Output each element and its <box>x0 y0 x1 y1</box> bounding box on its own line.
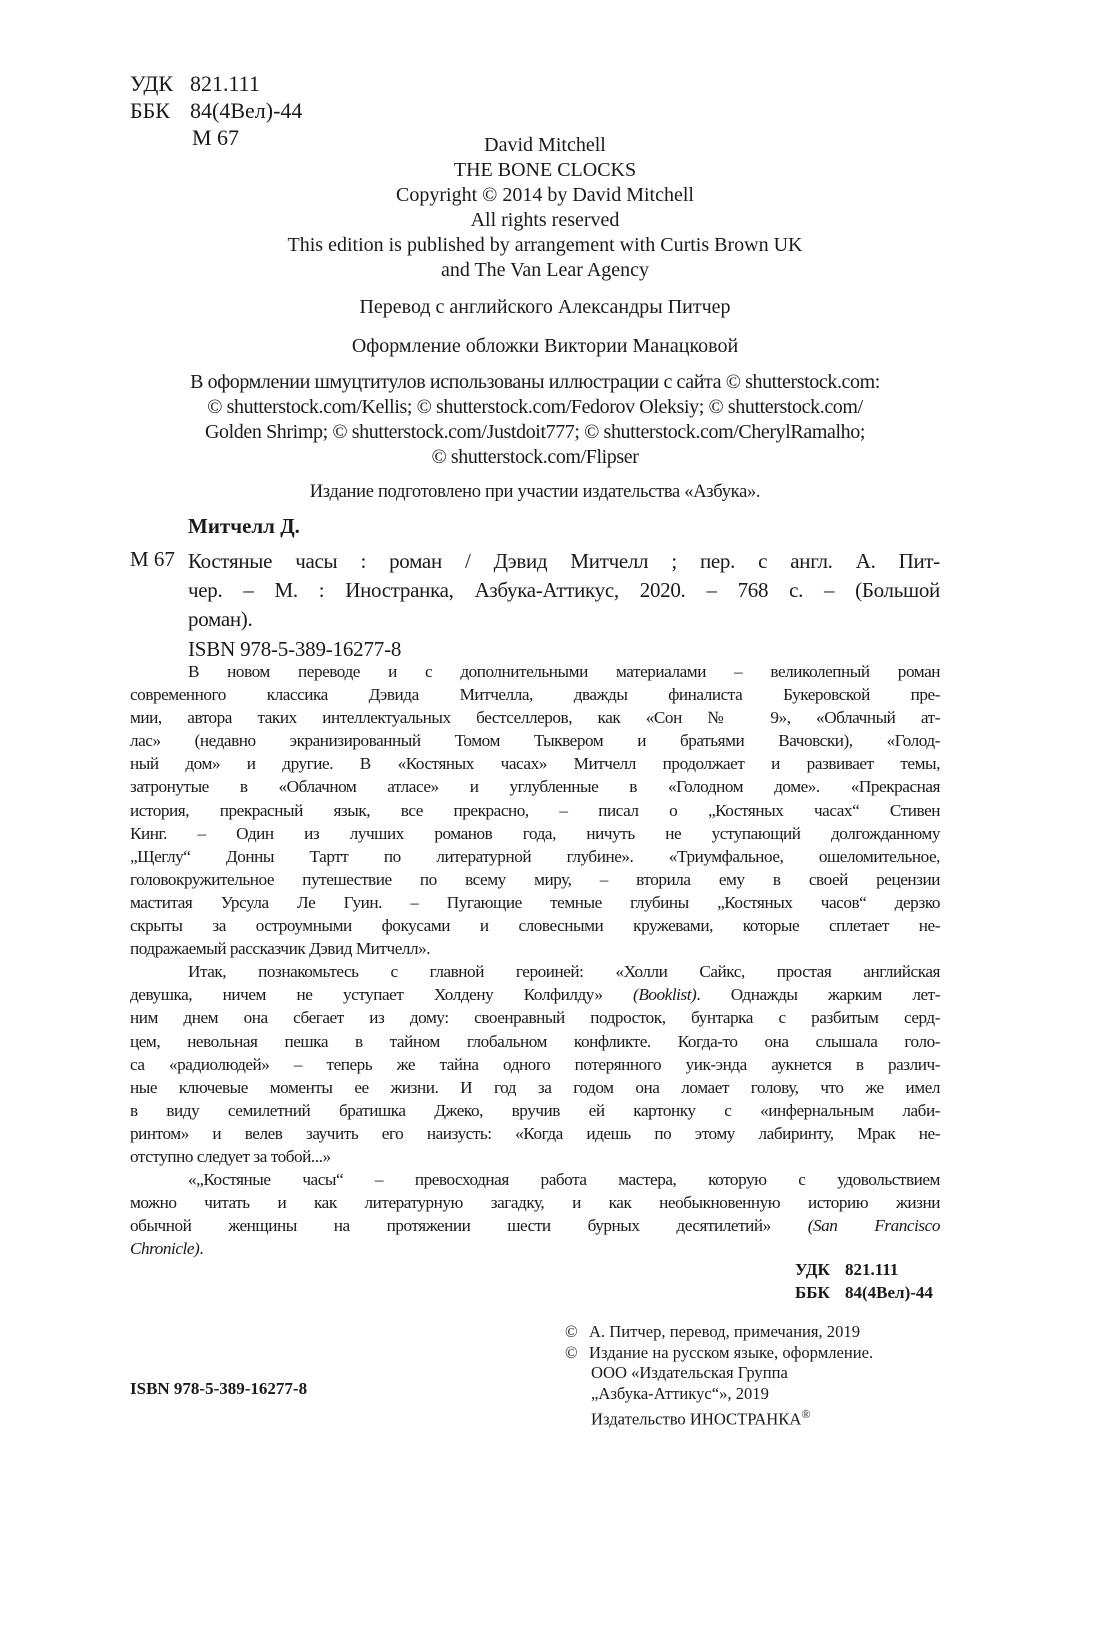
udk-label: УДК <box>130 71 174 96</box>
annotation-line: современного классика Дэвида Митчелла, дважды финалиста Букеровской пре- <box>130 685 940 705</box>
annotation-text: . Однажды жарким лет- <box>696 985 940 1005</box>
copyright-symbol: © <box>565 1342 578 1362</box>
bbk-label: ББК <box>130 98 170 123</box>
author-mark: М 67 <box>192 125 240 150</box>
record-line: роман). <box>188 607 253 631</box>
illustrations-line: © shutterstock.com/Flipser <box>431 446 639 468</box>
annotation-line: маститая Урсула Ле Гуин. – Пугающие темные глубины „Костяных часов“ дерзко <box>130 892 940 912</box>
annotation-line: ринтом» и велев заучить его наизусть: «Когда идешь по этому лабиринту, Мрак не- <box>130 1123 940 1143</box>
annotation-line: отступно следует за тобой...» <box>130 1146 331 1166</box>
prepared-note: Издание подготовлено при участии издательства «Азбука». <box>309 482 761 502</box>
copyright-publisher-name: „Азбука-Аттикус“», 2019 <box>591 1383 769 1403</box>
annotation-line: В новом переводе и с дополнительными материалами – великолепный роман <box>188 662 940 681</box>
annotation-text: . <box>199 1239 204 1259</box>
illustrations-credits <box>130 370 940 470</box>
annotation-line: ним днем она сбегает из дому: своенравный подросток, бунтарка с разбитым серд- <box>130 1008 940 1028</box>
copyright-symbol: © <box>565 1322 578 1341</box>
bottom-udk-value: 821.111 <box>845 1260 899 1279</box>
record-line: чер. – М. : Иностранка, Азбука-Аттикус, 2020. – 768 с. – (Большой <box>188 578 940 602</box>
annotation-line: «„Костяные часы“ – превосходная работа мастера, которую с удовольствием <box>188 1170 940 1190</box>
bbk-row <box>130 97 302 124</box>
annotation-line: цем, невольная пешка в тайном глобальном конфликте. Когда-то она слышала голо- <box>130 1031 940 1051</box>
arrangement-line-1: This edition is published by arrangement with Curtis Brown UK <box>287 234 803 256</box>
copyright-imprint <box>565 1404 873 1430</box>
udk-row <box>130 70 302 97</box>
translation-credit: Перевод с английского Александры Питчер <box>359 296 731 318</box>
annotation-line: история, прекрасный язык, все прекрасно, – писал о „Костяных часах“ Стивен <box>130 800 940 820</box>
bottom-bbk-row <box>795 1281 933 1304</box>
record-description <box>188 547 940 634</box>
source-sf-chronicle-2: Chronicle) <box>130 1239 200 1259</box>
record-author-heading: Митчелл Д. <box>188 514 300 538</box>
illustrations-line: В оформлении шмуцтитулов использованы иллюстрации с сайта © shutterstock.com: <box>190 371 880 393</box>
bottom-bbk-label: ББК <box>795 1283 830 1302</box>
illustrations-line: Golden Shrimp; © shutterstock.com/Justdoit777; © shutterstock.com/CherylRamalho; <box>205 421 865 443</box>
annotation-line: скрыты за остроумными фокусами и словесными кружевами, которые сплетает не- <box>130 916 940 936</box>
bottom-udk-row <box>795 1258 933 1281</box>
author-en: David Mitchell <box>484 134 606 156</box>
annotation-text: обычной женщины на протяжении шести бурных десятилетий» <box>130 1216 771 1236</box>
rights-reserved: All rights reserved <box>470 209 620 231</box>
copyright-line-edition <box>565 1343 873 1364</box>
cover-design-credit: Оформление обложки Виктории Манацковой <box>351 335 739 357</box>
bottom-udk-label: УДК <box>795 1260 830 1279</box>
annotation-paragraph-3 <box>130 1168 940 1260</box>
source-sf-chronicle-1: (San Francisco <box>807 1216 940 1236</box>
registered-trademark-icon: ® <box>801 1407 811 1421</box>
copyright-line-translation <box>565 1322 873 1343</box>
annotation-line <box>130 983 940 1006</box>
record-line: Костяные часы : роман / Дэвид Митчелл ; пер. с англ. А. Пит- <box>188 549 940 573</box>
arrangement-line-2: and The Van Lear Agency <box>440 259 650 281</box>
annotation-line: в виду семилетний братишка Джеко, вручив ей картонку с «инфернальным лаби- <box>130 1100 940 1120</box>
annotation-line: „Щеглу“ Донны Тартт по литературной глубине». «Триумфальное, ошеломительное, <box>130 846 940 866</box>
credits-block <box>180 133 910 359</box>
title-en: THE BONE CLOCKS <box>453 159 637 181</box>
copyright-text: А. Питчер, перевод, примечания, 2019 <box>589 1322 860 1341</box>
record-code: М 67 <box>130 547 175 571</box>
copyright-block <box>565 1322 873 1430</box>
annotation-line: можно читать и как литературную загадку, и как необыкновенную историю жизни <box>130 1193 940 1213</box>
copyright-en: Copyright © 2014 by David Mitchell <box>396 184 694 206</box>
annotation-line: затронутые в «Облачном атласе» и углубленные в «Голодном доме». «Прекрасная <box>130 777 940 797</box>
annotation <box>130 660 940 1260</box>
annotation-line: лас» (недавно экранизированный Томом Тыквером и братьями Вачовски), «Голод- <box>130 731 940 751</box>
udk-value: 821.111 <box>190 71 260 96</box>
annotation-line: Итак, познакомьтесь с главной героиней: «Холли Сайкс, простая английская <box>188 962 940 982</box>
imprint-name: Издательство ИНОСТРАНКА <box>591 1409 802 1429</box>
annotation-line: мии, автора таких интеллектуальных бестселлеров, как «Сон № 9», «Облачный ат- <box>130 708 940 728</box>
source-booklist: (Booklist) <box>633 985 697 1005</box>
copyright-text: Издание на русском языке, оформление. <box>589 1342 874 1362</box>
annotation-line: ный дом» и другие. В «Костяных часах» Митчелл продолжает и развивает темы, <box>130 754 940 774</box>
annotation-line: са «радиолюдей» – теперь же тайна одного потерянного уик-энда аукнется в различ- <box>130 1054 940 1074</box>
annotation-line: головокружительное путешествие по всему миру, – вторила ему в своей рецензии <box>130 869 940 889</box>
copyright-publisher-group: ООО «Издательская Группа <box>591 1363 788 1382</box>
annotation-line: Кинг. – Один из лучших романов года, ничуть не уступающий долгожданному <box>130 823 940 843</box>
annotation-text: девушка, ничем не уступает Холдену Колфилду» <box>130 985 603 1005</box>
bottom-classification <box>795 1258 933 1304</box>
annotation-paragraph-2 <box>130 960 940 1168</box>
annotation-line: ные ключевые моменты ее жизни. И год за годом она ломает голову, что же имел <box>130 1077 940 1097</box>
annotation-line: подражаемый рассказчик Дэвид Митчелл». <box>130 939 431 959</box>
record-isbn: ISBN 978-5-389-16277-8 <box>188 637 402 661</box>
annotation-line <box>130 1214 940 1237</box>
bbk-value: 84(4Вел)-44 <box>190 98 303 123</box>
bottom-isbn: ISBN 978-5-389-16277-8 <box>130 1379 308 1398</box>
annotation-line <box>130 1237 940 1260</box>
illustrations-line: © shutterstock.com/Kellis; © shutterstock.com/Fedorov Oleksiy; © shutterstock.com/ <box>207 396 863 418</box>
bottom-bbk-value: 84(4Вел)-44 <box>845 1283 933 1302</box>
annotation-paragraph-1 <box>130 660 940 960</box>
